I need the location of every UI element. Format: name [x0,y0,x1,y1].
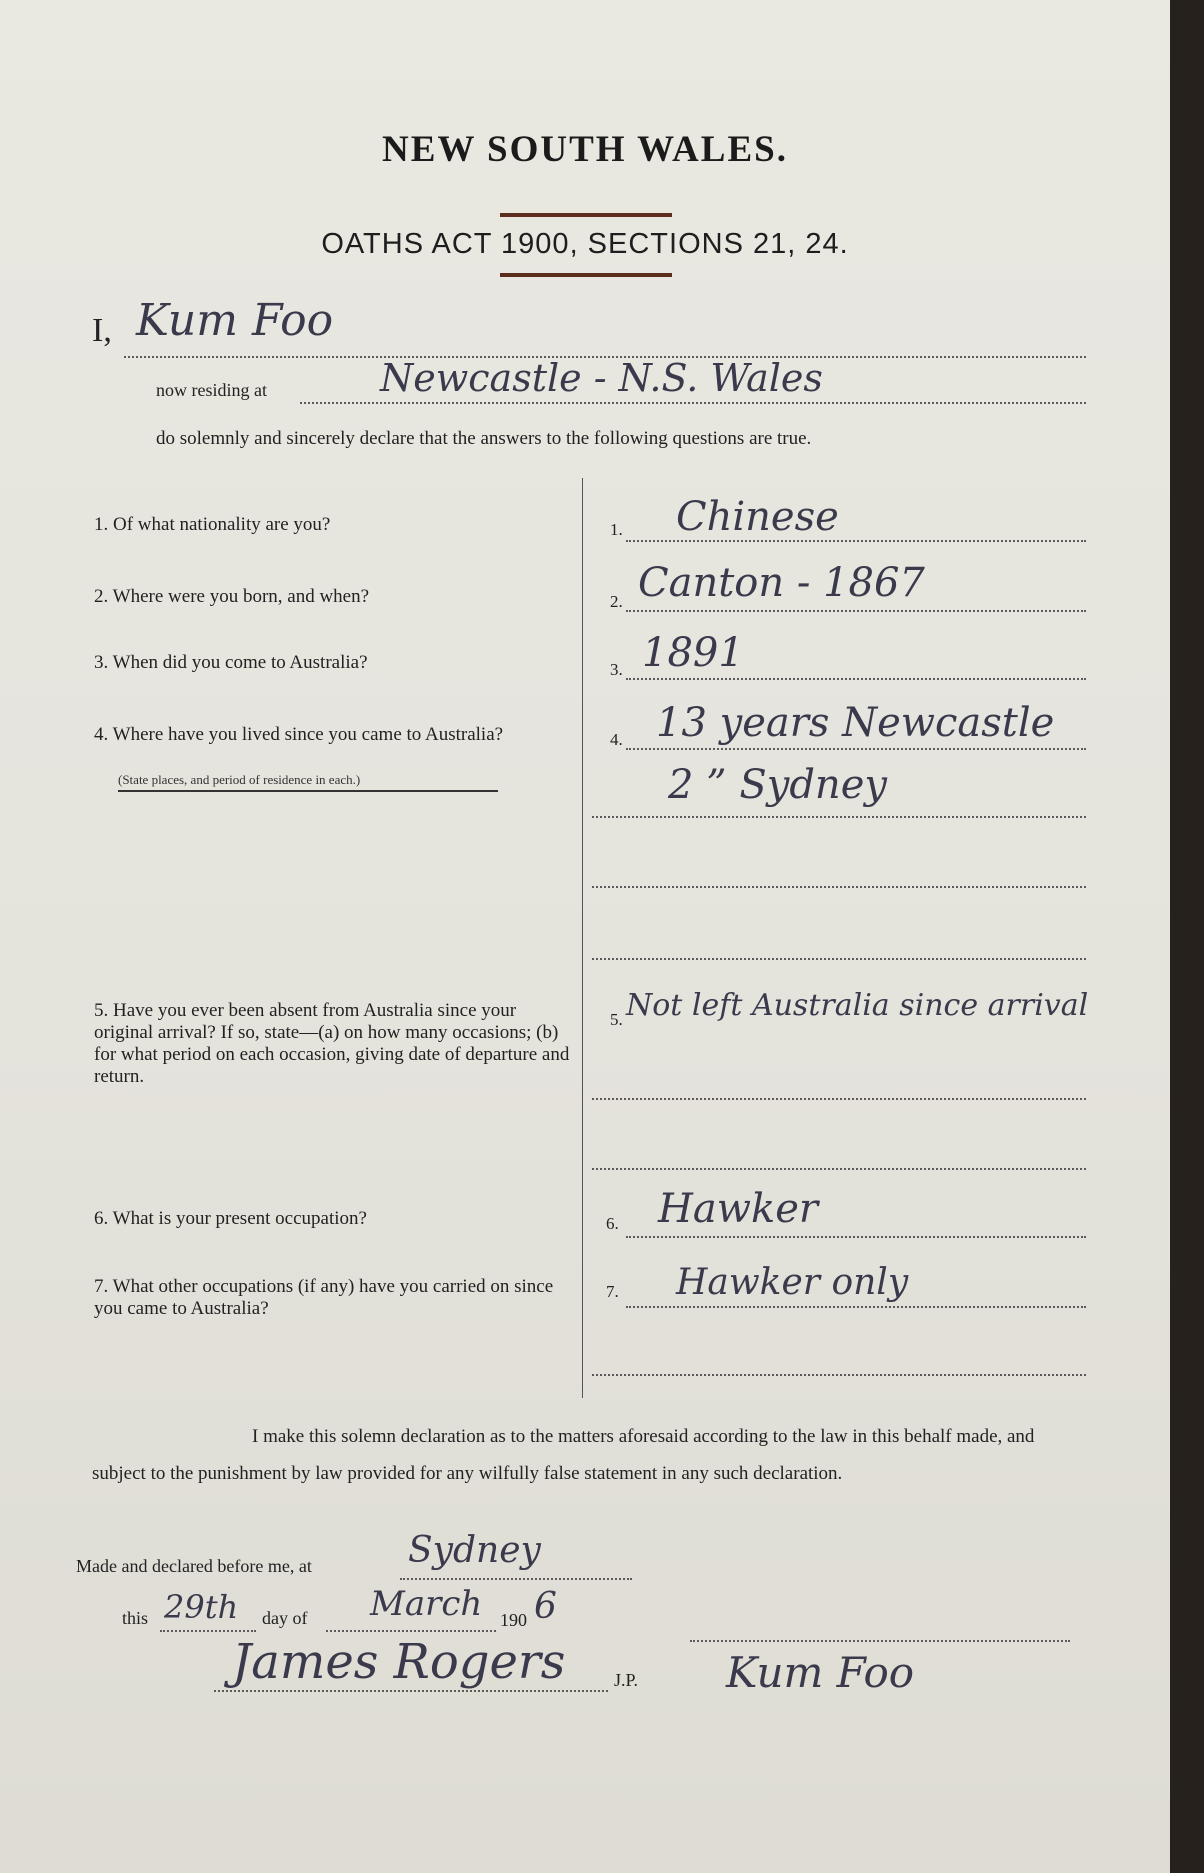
made-declared-label: Made and declared before me, at [76,1556,312,1576]
answer-7: Hawker only [676,1262,909,1303]
residing-label: now residing at [156,380,267,400]
question-6: 6. What is your present occupation? [94,1208,367,1229]
page-subtitle: OATHS ACT 1900, SECTIONS 21, 24. [321,228,849,260]
jp-signature-line [214,1690,608,1692]
answer-4-line [626,748,1086,750]
question-1: 1. Of what nationality are you? [94,514,331,535]
answer-7-line [626,1306,1086,1308]
residence: Newcastle - N.S. Wales [380,356,823,400]
answer-5-num: 5. [610,1010,623,1029]
answer-4b: 2 ” Sydney [668,762,887,808]
declarant-signature-line [690,1640,1070,1642]
year-prefix: 190 [500,1610,527,1630]
answer-2: Canton - 1867 [638,560,925,606]
day-of-label: day of [262,1608,308,1628]
residence-line [300,402,1086,404]
answer-6-line [626,1236,1086,1238]
answer-3-num: 3. [610,660,623,679]
declared-month: March [370,1584,483,1624]
page-title: NEW SOUTH WALES. [382,129,788,170]
answer-2-num: 2. [610,592,623,611]
declarant-prefix: I, [92,312,112,349]
declaration-text: I make this solemn declaration as to the matters aforesaid according to the law in this behalf made, and subject to the punishment by law provided for any wilfully false statement in any such declaration. [92,1426,1035,1484]
answer-5: Not left Australia since arrival [626,988,1089,1023]
note-underline [118,790,498,792]
month-line [326,1630,496,1632]
day-line [160,1630,256,1632]
question-4-note: (State places, and period of residence in each.) [118,772,361,787]
answer-5c-line [592,1168,1086,1170]
title-rule-top [500,213,672,217]
title-rule-bottom [500,273,672,277]
answer-4b-line [592,816,1086,818]
answer-7-num: 7. [606,1282,619,1301]
jp-label: J.P. [614,1670,639,1690]
column-divider [582,478,583,1398]
question-7: 7. What other occupations (if any) have you carried on since you came to Australia? [94,1276,554,1319]
answer-7b-line [592,1374,1086,1376]
year-suffix: 6 [534,1586,557,1627]
answer-5b-line [592,1098,1086,1100]
answer-4-num: 4. [610,730,623,749]
declarant-name: Kum Foo [136,295,334,346]
declared-place: Sydney [408,1530,541,1571]
answer-1-num: 1. [610,520,623,539]
answer-3-line [626,678,1086,680]
question-3: 3. When did you come to Australia? [94,652,368,673]
answer-3: 1891 [642,630,744,676]
answer-1: Chinese [676,494,839,540]
this-label: this [122,1608,149,1628]
place-line [400,1578,632,1580]
answer-4: 13 years Newcastle [656,700,1055,746]
answer-6-num: 6. [606,1214,619,1233]
question-4: 4. Where have you lived since you came to Australia? [94,724,504,745]
answer-2-line [626,610,1086,612]
answer-4d-line [592,958,1086,960]
scan-border [1170,0,1204,1873]
answer-1-line [626,540,1086,542]
jp-signature: James Rogers [232,1634,566,1690]
declared-day: 29th [164,1588,239,1626]
question-5: 5. Have you ever been absent from Australia since your original arrival? If so, state—(a) on how many occasions; (b) for what period on each occasion, giving date of departure and return. [94,1000,570,1087]
declarant-signature: Kum Foo [726,1648,915,1697]
intro-text: do solemnly and sincerely declare that the answers to the following questions are true. [156,428,812,449]
question-2: 2. Where were you born, and when? [94,586,370,607]
answer-6: Hawker [658,1186,818,1232]
answer-4c-line [592,886,1086,888]
